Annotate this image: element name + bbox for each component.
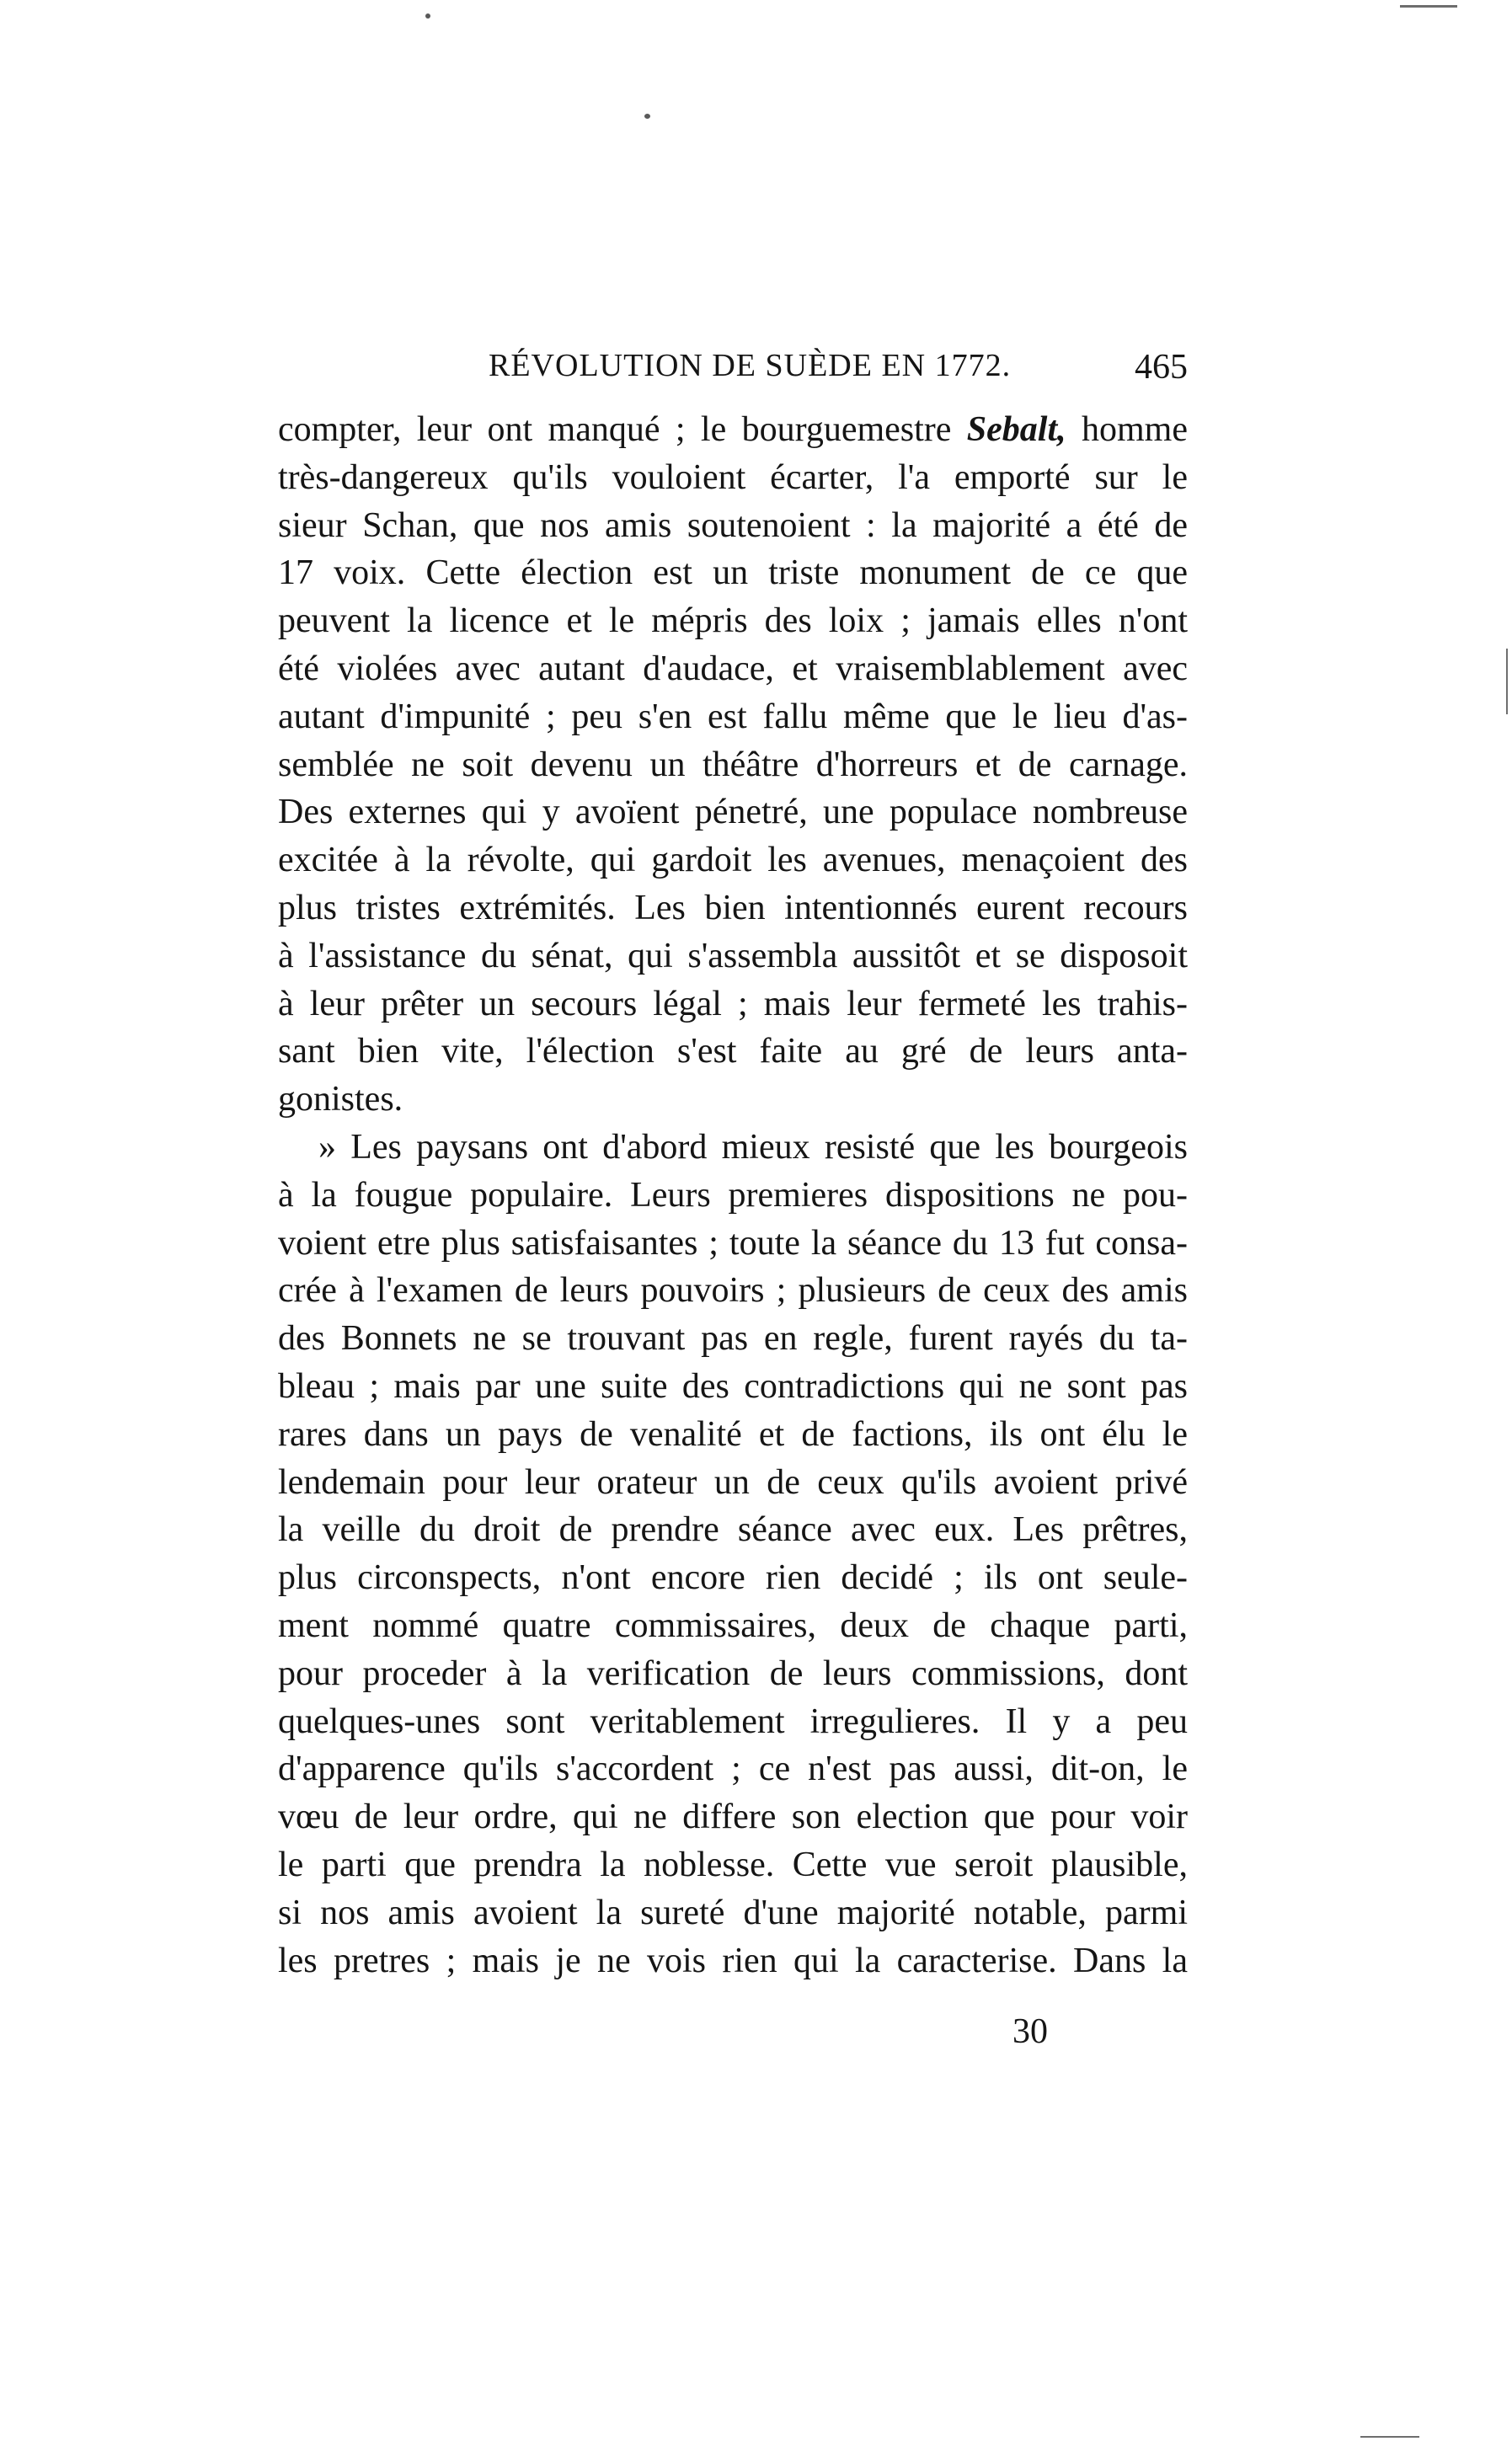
text-line-8: semblée ne soit devenu un théâtre d'horreurs et de carnage. [278, 745, 1188, 784]
text-line-33: les pretres ; mais je ne vois rien qui la caracterise. Dans la [278, 1941, 1188, 1980]
text-line-30: vœu de leur ordre, qui ne differe son election que pour voir [278, 1798, 1188, 1837]
running-title: RÉVOLUTION DE SUÈDE EN 1772. [489, 348, 1012, 383]
print-speck-upper [644, 114, 650, 119]
scan-mark-right-edge [1506, 649, 1508, 714]
text-line-5: peuvent la licence et le mépris des loix ; jamais elles n'ont [278, 601, 1188, 641]
text-line-6: été violées avec autant d'audace, et vraisemblablement avec [278, 649, 1188, 688]
text-line-17: à la fougue populaire. Leurs premieres dispositions ne pou- [278, 1175, 1188, 1215]
text-line-16: » Les paysans ont d'abord mieux resisté que les bourgeois [318, 1127, 1188, 1167]
text-line-25: plus circonspects, n'ont encore rien decidé ; ils ont seule- [278, 1558, 1188, 1598]
text-line-3: sieur Schan, que nos amis soutenoient : la majorité a été de [278, 505, 1188, 545]
text-line-15: gonistes. [278, 1080, 403, 1119]
scan-mark-top-right [1400, 5, 1457, 8]
text-line-10: excitée à la révolte, qui gardoit les avenues, menaçoient des [278, 841, 1188, 880]
text-line-28: quelques-unes sont veritablement irregulieres. Il y a peu [278, 1701, 1188, 1741]
text-line-1-emphasis: Sebalt, [966, 410, 1066, 449]
running-header [278, 347, 1188, 401]
text-line-13: à leur prêter un secours légal ; mais leur fermeté les trahis- [278, 984, 1188, 1023]
text-line-23: lendemain pour leur orateur un de ceux qu'ils avoient privé [278, 1462, 1188, 1502]
text-line-22: rares dans un pays de venalité et de factions, ils ont élu le [278, 1414, 1188, 1454]
text-line-26: ment nommé quatre commissaires, deux de chaque parti, [278, 1605, 1188, 1645]
text-line-18: voient etre plus satisfaisantes ; toute la séance du 13 fut consa- [278, 1223, 1188, 1263]
text-line-1-end: homme [1066, 410, 1188, 449]
text-line-1-start: compter, leur ont manqué ; le bourguemestre [278, 410, 967, 449]
text-line-31: le parti que prendra la noblesse. Cette vue seroit plausible, [278, 1845, 1188, 1884]
text-line-9: Des externes qui y avoïent pénetré, une populace nombreuse [278, 793, 1188, 832]
text-line-7: autant d'impunité ; peu s'en est fallu même que le lieu d'as- [278, 697, 1188, 736]
signature-mark: 30 [1012, 2012, 1048, 2051]
text-line-11: plus tristes extrémités. Les bien intentionnés eurent recours [278, 888, 1188, 927]
scan-mark-bottom-right [1360, 2436, 1419, 2438]
text-line-24: la veille du droit de prendre séance avec eux. Les prêtres, [278, 1510, 1188, 1550]
text-line-1 [278, 406, 1188, 454]
text-line-21: bleau ; mais par une suite des contradictions qui ne sont pas [278, 1366, 1188, 1406]
text-line-19: crée à l'examen de leurs pouvoirs ; plusieurs de ceux des amis [278, 1271, 1188, 1311]
text-line-27: pour proceder à la verification de leurs commissions, dont [278, 1653, 1188, 1693]
text-line-14: sant bien vite, l'élection s'est faite au gré de leurs anta- [278, 1032, 1188, 1071]
text-line-29: d'apparence qu'ils s'accordent ; ce n'est pas aussi, dit-on, le [278, 1750, 1188, 1789]
body-text [278, 406, 1188, 1985]
print-speck-top [425, 13, 430, 19]
text-line-4: 17 voix. Cette élection est un triste monument de ce que [278, 553, 1188, 593]
text-line-32: si nos amis avoient la sureté d'une majorité notable, parmi [278, 1893, 1188, 1932]
page-number: 465 [1135, 348, 1188, 387]
text-line-12: à l'assistance du sénat, qui s'assembla aussitôt et se disposoit [278, 936, 1188, 975]
text-line-2: très-dangereux qu'ils vouloient écarter, l'a emporté sur le [278, 457, 1188, 497]
text-line-20: des Bonnets ne se trouvant pas en regle, furent rayés du ta- [278, 1319, 1188, 1359]
